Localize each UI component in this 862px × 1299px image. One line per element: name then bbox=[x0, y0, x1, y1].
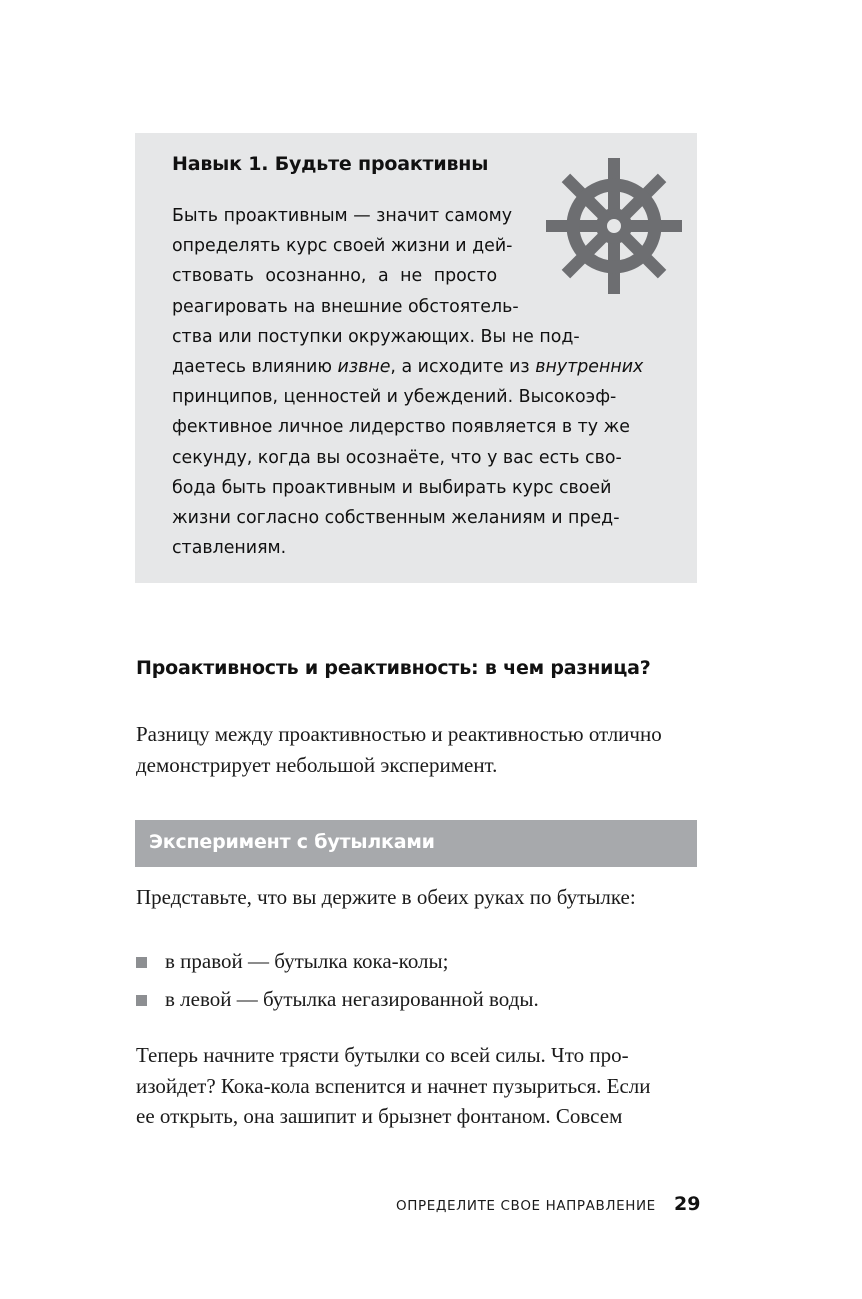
skill-line: Быть проактивным — значит самому bbox=[172, 206, 513, 226]
skill-line: фективное личное лидерство появляется в ту же bbox=[172, 417, 630, 438]
skill-line: определять курс своей жизни и дей- bbox=[172, 236, 513, 257]
experiment-title: Эксперимент с бутылками bbox=[149, 831, 435, 853]
skill-line-segment: , а исходите из bbox=[390, 357, 536, 378]
bullet-text: в правой — бутылка кока-колы; bbox=[165, 948, 449, 973]
paragraph-line: Теперь начните трясти бутылки со всей силы. Что про- bbox=[136, 1043, 629, 1067]
section-heading: Проактивность и реактивность: в чем разница? bbox=[136, 657, 651, 679]
skill-line: ства или поступки окружающих. Вы не под- bbox=[172, 326, 580, 347]
bullet-square-icon bbox=[136, 995, 147, 1006]
emphasis-inside: внутренних bbox=[535, 357, 644, 378]
skill-line: ствовать осознанно, а не просто bbox=[172, 266, 498, 287]
skill-line: ставлениям. bbox=[172, 538, 287, 559]
skill-title: Навык 1. Будьте проактивны bbox=[172, 153, 489, 175]
bullet-square-icon bbox=[136, 957, 147, 968]
list-item bbox=[136, 942, 539, 980]
intro-paragraph bbox=[136, 719, 696, 780]
paragraph-line: демонстрирует небольшой эксперимент. bbox=[136, 752, 498, 777]
emphasis-outside: извне bbox=[337, 357, 391, 378]
bullet-list bbox=[136, 942, 539, 1018]
paragraph-line: ее открыть, она зашипит и брызнет фонтаном. Совсем bbox=[136, 1104, 623, 1128]
skill-line-segment: даетесь влиянию bbox=[172, 357, 338, 378]
skill-line: секунду, когда вы осознаёте, что у вас есть сво- bbox=[172, 447, 622, 468]
skill-line bbox=[172, 352, 643, 382]
bullet-text: в левой — бутылка негазированной воды. bbox=[165, 986, 539, 1011]
page-number: 29 bbox=[674, 1193, 701, 1215]
closing-paragraph bbox=[136, 1040, 696, 1132]
imagine-paragraph: Представьте, что вы держите в обеих руках по бутылке: bbox=[136, 885, 636, 909]
skill-line: жизни согласно собственным желаниям и пред- bbox=[172, 508, 620, 529]
paragraph-line: Разницу между проактивностью и реактивностью отлично bbox=[136, 722, 662, 746]
paragraph-line: изойдет? Кока-кола вспенится и начнет пузыриться. Если bbox=[136, 1073, 651, 1098]
skill-line: реагировать на внешние обстоятель- bbox=[172, 296, 519, 317]
skill-text bbox=[172, 201, 643, 563]
skill-box bbox=[135, 133, 697, 583]
running-footer-title: ОПРЕДЕЛИТЕ СВОЕ НАПРАВЛЕНИЕ bbox=[396, 1198, 656, 1214]
experiment-header-bar bbox=[135, 820, 697, 867]
skill-line: принципов, ценностей и убеждений. Высокоэф- bbox=[172, 387, 617, 408]
skill-line: бода быть проактивным и выбирать курс своей bbox=[172, 477, 612, 498]
list-item bbox=[136, 980, 539, 1018]
